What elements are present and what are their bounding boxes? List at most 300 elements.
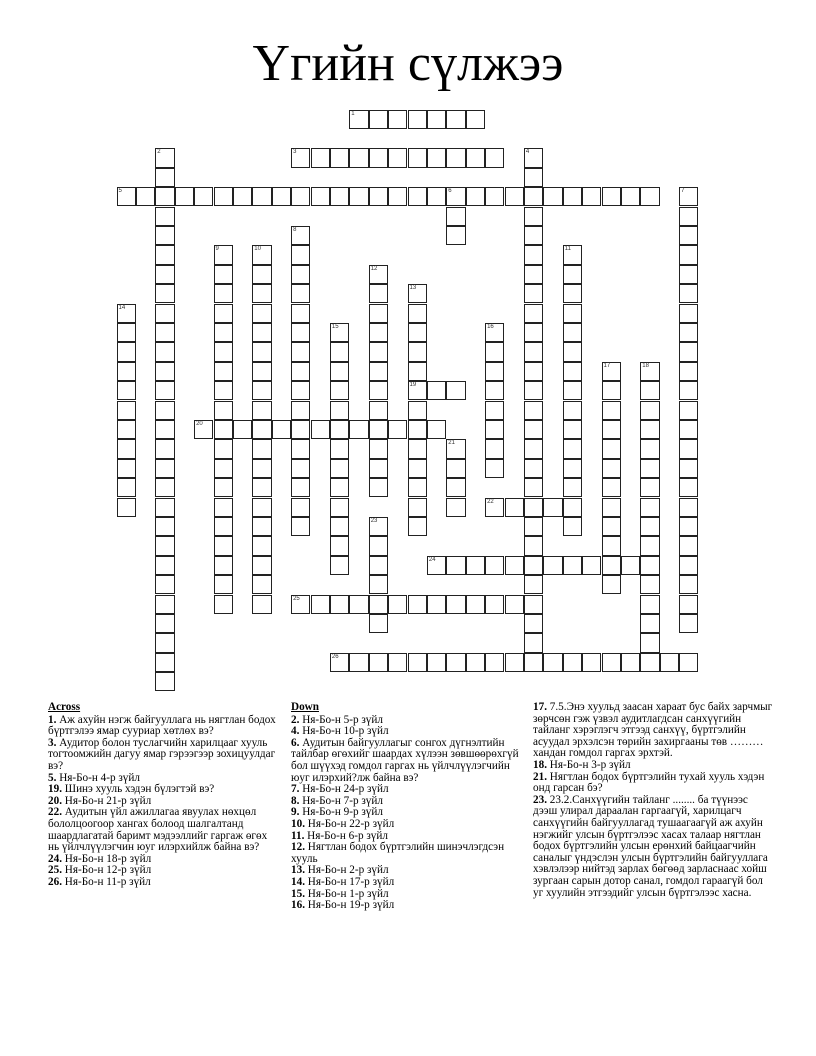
grid-cell[interactable] bbox=[640, 187, 659, 206]
grid-cell[interactable] bbox=[524, 265, 543, 284]
grid-cell[interactable] bbox=[524, 148, 543, 167]
grid-cell[interactable] bbox=[252, 187, 271, 206]
grid-cell[interactable] bbox=[524, 284, 543, 303]
grid-cell[interactable] bbox=[427, 595, 446, 614]
grid-cell[interactable] bbox=[466, 110, 485, 129]
grid-cell[interactable] bbox=[524, 556, 543, 575]
grid-cell[interactable] bbox=[330, 381, 349, 400]
grid-cell[interactable] bbox=[155, 401, 174, 420]
grid-cell[interactable] bbox=[252, 595, 271, 614]
grid-cell[interactable] bbox=[291, 498, 310, 517]
grid-cell[interactable] bbox=[252, 556, 271, 575]
grid-cell[interactable] bbox=[252, 342, 271, 361]
grid-cell[interactable] bbox=[563, 478, 582, 497]
grid-cell[interactable] bbox=[524, 187, 543, 206]
grid-cell[interactable] bbox=[311, 148, 330, 167]
grid-cell[interactable] bbox=[485, 323, 504, 342]
grid-cell[interactable] bbox=[408, 439, 427, 458]
grid-cell[interactable] bbox=[330, 653, 349, 672]
grid-cell[interactable] bbox=[446, 187, 465, 206]
grid-cell[interactable] bbox=[388, 148, 407, 167]
grid-cell[interactable] bbox=[291, 342, 310, 361]
grid-cell[interactable] bbox=[214, 556, 233, 575]
grid-cell[interactable] bbox=[252, 284, 271, 303]
grid-cell[interactable] bbox=[252, 420, 271, 439]
grid-cell[interactable] bbox=[252, 245, 271, 264]
grid-cell[interactable] bbox=[155, 207, 174, 226]
grid-cell[interactable] bbox=[155, 381, 174, 400]
grid-cell[interactable] bbox=[446, 595, 465, 614]
grid-cell[interactable] bbox=[602, 362, 621, 381]
grid-cell[interactable] bbox=[640, 614, 659, 633]
grid-cell[interactable] bbox=[388, 595, 407, 614]
grid-cell[interactable] bbox=[349, 420, 368, 439]
grid-cell[interactable] bbox=[640, 633, 659, 652]
grid-cell[interactable] bbox=[369, 536, 388, 555]
grid-cell[interactable] bbox=[155, 614, 174, 633]
grid-cell[interactable] bbox=[214, 536, 233, 555]
grid-cell[interactable] bbox=[214, 498, 233, 517]
grid-cell[interactable] bbox=[563, 556, 582, 575]
grid-cell[interactable] bbox=[291, 517, 310, 536]
grid-cell[interactable] bbox=[563, 265, 582, 284]
grid-cell[interactable] bbox=[330, 420, 349, 439]
grid-cell[interactable] bbox=[640, 575, 659, 594]
grid-cell[interactable] bbox=[446, 148, 465, 167]
grid-cell[interactable] bbox=[291, 304, 310, 323]
grid-cell[interactable] bbox=[446, 110, 465, 129]
grid-cell[interactable] bbox=[214, 323, 233, 342]
grid-cell[interactable] bbox=[524, 536, 543, 555]
grid-cell[interactable] bbox=[563, 517, 582, 536]
grid-cell[interactable] bbox=[369, 653, 388, 672]
grid-cell[interactable] bbox=[524, 498, 543, 517]
grid-cell[interactable] bbox=[272, 420, 291, 439]
grid-cell[interactable] bbox=[427, 420, 446, 439]
grid-cell[interactable] bbox=[524, 226, 543, 245]
grid-cell[interactable] bbox=[582, 556, 601, 575]
grid-cell[interactable] bbox=[388, 653, 407, 672]
grid-cell[interactable] bbox=[117, 478, 136, 497]
grid-cell[interactable] bbox=[369, 110, 388, 129]
grid-cell[interactable] bbox=[408, 459, 427, 478]
grid-cell[interactable] bbox=[679, 517, 698, 536]
grid-cell[interactable] bbox=[369, 420, 388, 439]
grid-cell[interactable] bbox=[291, 187, 310, 206]
grid-cell[interactable] bbox=[679, 420, 698, 439]
grid-cell[interactable] bbox=[330, 478, 349, 497]
grid-cell[interactable] bbox=[369, 323, 388, 342]
grid-cell[interactable] bbox=[408, 420, 427, 439]
grid-cell[interactable] bbox=[679, 401, 698, 420]
grid-cell[interactable] bbox=[524, 401, 543, 420]
grid-cell[interactable] bbox=[543, 556, 562, 575]
grid-cell[interactable] bbox=[679, 439, 698, 458]
grid-cell[interactable] bbox=[155, 284, 174, 303]
grid-cell[interactable] bbox=[291, 148, 310, 167]
grid-cell[interactable] bbox=[505, 556, 524, 575]
grid-cell[interactable] bbox=[214, 381, 233, 400]
grid-cell[interactable] bbox=[505, 187, 524, 206]
grid-cell[interactable] bbox=[330, 556, 349, 575]
grid-cell[interactable] bbox=[155, 633, 174, 652]
grid-cell[interactable] bbox=[602, 420, 621, 439]
grid-cell[interactable] bbox=[679, 556, 698, 575]
grid-cell[interactable] bbox=[679, 342, 698, 361]
grid-cell[interactable] bbox=[679, 226, 698, 245]
grid-cell[interactable] bbox=[252, 304, 271, 323]
grid-cell[interactable] bbox=[349, 110, 368, 129]
grid-cell[interactable] bbox=[485, 148, 504, 167]
grid-cell[interactable] bbox=[408, 304, 427, 323]
grid-cell[interactable] bbox=[602, 498, 621, 517]
grid-cell[interactable] bbox=[485, 362, 504, 381]
grid-cell[interactable] bbox=[640, 439, 659, 458]
grid-cell[interactable] bbox=[155, 478, 174, 497]
grid-cell[interactable] bbox=[155, 226, 174, 245]
grid-cell[interactable] bbox=[679, 459, 698, 478]
grid-cell[interactable] bbox=[524, 575, 543, 594]
grid-cell[interactable] bbox=[408, 148, 427, 167]
grid-cell[interactable] bbox=[155, 595, 174, 614]
grid-cell[interactable] bbox=[408, 517, 427, 536]
grid-cell[interactable] bbox=[194, 420, 213, 439]
grid-cell[interactable] bbox=[524, 517, 543, 536]
grid-cell[interactable] bbox=[252, 323, 271, 342]
grid-cell[interactable] bbox=[330, 459, 349, 478]
grid-cell[interactable] bbox=[330, 595, 349, 614]
grid-cell[interactable] bbox=[602, 653, 621, 672]
grid-cell[interactable] bbox=[330, 187, 349, 206]
grid-cell[interactable] bbox=[369, 265, 388, 284]
grid-cell[interactable] bbox=[485, 595, 504, 614]
grid-cell[interactable] bbox=[291, 459, 310, 478]
grid-cell[interactable] bbox=[524, 614, 543, 633]
grid-cell[interactable] bbox=[446, 556, 465, 575]
grid-cell[interactable] bbox=[408, 478, 427, 497]
grid-cell[interactable] bbox=[485, 439, 504, 458]
grid-cell[interactable] bbox=[640, 595, 659, 614]
grid-cell[interactable] bbox=[446, 498, 465, 517]
grid-cell[interactable] bbox=[214, 595, 233, 614]
grid-cell[interactable] bbox=[505, 653, 524, 672]
grid-cell[interactable] bbox=[252, 265, 271, 284]
grid-cell[interactable] bbox=[330, 498, 349, 517]
grid-cell[interactable] bbox=[117, 498, 136, 517]
grid-cell[interactable] bbox=[117, 187, 136, 206]
grid-cell[interactable] bbox=[679, 245, 698, 264]
grid-cell[interactable] bbox=[408, 323, 427, 342]
grid-cell[interactable] bbox=[524, 362, 543, 381]
grid-cell[interactable] bbox=[563, 187, 582, 206]
grid-cell[interactable] bbox=[427, 381, 446, 400]
grid-cell[interactable] bbox=[446, 381, 465, 400]
grid-cell[interactable] bbox=[155, 556, 174, 575]
grid-cell[interactable] bbox=[408, 498, 427, 517]
grid-cell[interactable] bbox=[563, 381, 582, 400]
grid-cell[interactable] bbox=[602, 478, 621, 497]
grid-cell[interactable] bbox=[117, 323, 136, 342]
grid-cell[interactable] bbox=[408, 362, 427, 381]
grid-cell[interactable] bbox=[369, 439, 388, 458]
grid-cell[interactable] bbox=[214, 245, 233, 264]
grid-cell[interactable] bbox=[563, 420, 582, 439]
grid-cell[interactable] bbox=[252, 498, 271, 517]
grid-cell[interactable] bbox=[679, 265, 698, 284]
grid-cell[interactable] bbox=[136, 187, 155, 206]
grid-cell[interactable] bbox=[563, 401, 582, 420]
grid-cell[interactable] bbox=[349, 187, 368, 206]
grid-cell[interactable] bbox=[291, 284, 310, 303]
grid-cell[interactable] bbox=[408, 595, 427, 614]
grid-cell[interactable] bbox=[602, 517, 621, 536]
grid-cell[interactable] bbox=[466, 595, 485, 614]
grid-cell[interactable] bbox=[291, 381, 310, 400]
grid-cell[interactable] bbox=[446, 226, 465, 245]
grid-cell[interactable] bbox=[582, 653, 601, 672]
grid-cell[interactable] bbox=[330, 517, 349, 536]
grid-cell[interactable] bbox=[330, 342, 349, 361]
grid-cell[interactable] bbox=[466, 148, 485, 167]
grid-cell[interactable] bbox=[175, 187, 194, 206]
grid-cell[interactable] bbox=[660, 653, 679, 672]
grid-cell[interactable] bbox=[640, 420, 659, 439]
grid-cell[interactable] bbox=[349, 653, 368, 672]
grid-cell[interactable] bbox=[524, 342, 543, 361]
grid-cell[interactable] bbox=[485, 420, 504, 439]
grid-cell[interactable] bbox=[602, 187, 621, 206]
grid-cell[interactable] bbox=[117, 342, 136, 361]
grid-cell[interactable] bbox=[349, 595, 368, 614]
grid-cell[interactable] bbox=[330, 148, 349, 167]
grid-cell[interactable] bbox=[582, 187, 601, 206]
grid-cell[interactable] bbox=[369, 575, 388, 594]
grid-cell[interactable] bbox=[252, 459, 271, 478]
grid-cell[interactable] bbox=[563, 653, 582, 672]
grid-cell[interactable] bbox=[563, 459, 582, 478]
grid-cell[interactable] bbox=[524, 459, 543, 478]
grid-cell[interactable] bbox=[330, 323, 349, 342]
grid-cell[interactable] bbox=[330, 536, 349, 555]
grid-cell[interactable] bbox=[214, 478, 233, 497]
grid-cell[interactable] bbox=[311, 187, 330, 206]
grid-cell[interactable] bbox=[563, 342, 582, 361]
grid-cell[interactable] bbox=[679, 362, 698, 381]
grid-cell[interactable] bbox=[427, 187, 446, 206]
grid-cell[interactable] bbox=[602, 556, 621, 575]
grid-cell[interactable] bbox=[369, 304, 388, 323]
grid-cell[interactable] bbox=[485, 653, 504, 672]
grid-cell[interactable] bbox=[214, 187, 233, 206]
grid-cell[interactable] bbox=[369, 478, 388, 497]
grid-cell[interactable] bbox=[524, 439, 543, 458]
grid-cell[interactable] bbox=[524, 207, 543, 226]
grid-cell[interactable] bbox=[679, 323, 698, 342]
grid-cell[interactable] bbox=[524, 304, 543, 323]
grid-cell[interactable] bbox=[252, 362, 271, 381]
grid-cell[interactable] bbox=[602, 439, 621, 458]
grid-cell[interactable] bbox=[524, 633, 543, 652]
grid-cell[interactable] bbox=[427, 110, 446, 129]
grid-cell[interactable] bbox=[427, 556, 446, 575]
grid-cell[interactable] bbox=[679, 595, 698, 614]
grid-cell[interactable] bbox=[155, 168, 174, 187]
grid-cell[interactable] bbox=[543, 187, 562, 206]
grid-cell[interactable] bbox=[214, 575, 233, 594]
grid-cell[interactable] bbox=[155, 265, 174, 284]
grid-cell[interactable] bbox=[155, 304, 174, 323]
grid-cell[interactable] bbox=[563, 245, 582, 264]
grid-cell[interactable] bbox=[117, 420, 136, 439]
grid-cell[interactable] bbox=[369, 459, 388, 478]
grid-cell[interactable] bbox=[369, 362, 388, 381]
grid-cell[interactable] bbox=[466, 187, 485, 206]
grid-cell[interactable] bbox=[117, 381, 136, 400]
grid-cell[interactable] bbox=[602, 536, 621, 555]
grid-cell[interactable] bbox=[155, 653, 174, 672]
grid-cell[interactable] bbox=[117, 459, 136, 478]
grid-cell[interactable] bbox=[524, 381, 543, 400]
grid-cell[interactable] bbox=[214, 265, 233, 284]
grid-cell[interactable] bbox=[679, 381, 698, 400]
grid-cell[interactable] bbox=[485, 401, 504, 420]
grid-cell[interactable] bbox=[214, 420, 233, 439]
grid-cell[interactable] bbox=[408, 187, 427, 206]
grid-cell[interactable] bbox=[155, 672, 174, 691]
grid-cell[interactable] bbox=[602, 381, 621, 400]
grid-cell[interactable] bbox=[117, 304, 136, 323]
grid-cell[interactable] bbox=[408, 284, 427, 303]
grid-cell[interactable] bbox=[485, 381, 504, 400]
grid-cell[interactable] bbox=[563, 323, 582, 342]
grid-cell[interactable] bbox=[505, 595, 524, 614]
grid-cell[interactable] bbox=[155, 245, 174, 264]
grid-cell[interactable] bbox=[563, 498, 582, 517]
grid-cell[interactable] bbox=[640, 653, 659, 672]
grid-cell[interactable] bbox=[446, 653, 465, 672]
grid-cell[interactable] bbox=[388, 187, 407, 206]
grid-cell[interactable] bbox=[330, 401, 349, 420]
grid-cell[interactable] bbox=[524, 420, 543, 439]
grid-cell[interactable] bbox=[408, 381, 427, 400]
grid-cell[interactable] bbox=[214, 284, 233, 303]
grid-cell[interactable] bbox=[679, 304, 698, 323]
grid-cell[interactable] bbox=[252, 478, 271, 497]
grid-cell[interactable] bbox=[485, 187, 504, 206]
grid-cell[interactable] bbox=[679, 478, 698, 497]
grid-cell[interactable] bbox=[369, 556, 388, 575]
grid-cell[interactable] bbox=[563, 304, 582, 323]
grid-cell[interactable] bbox=[408, 401, 427, 420]
grid-cell[interactable] bbox=[388, 420, 407, 439]
grid-cell[interactable] bbox=[214, 342, 233, 361]
grid-cell[interactable] bbox=[155, 517, 174, 536]
grid-cell[interactable] bbox=[155, 498, 174, 517]
grid-cell[interactable] bbox=[679, 536, 698, 555]
grid-cell[interactable] bbox=[640, 459, 659, 478]
grid-cell[interactable] bbox=[330, 362, 349, 381]
grid-cell[interactable] bbox=[252, 517, 271, 536]
grid-cell[interactable] bbox=[679, 653, 698, 672]
grid-cell[interactable] bbox=[602, 459, 621, 478]
grid-cell[interactable] bbox=[349, 148, 368, 167]
grid-cell[interactable] bbox=[155, 439, 174, 458]
grid-cell[interactable] bbox=[291, 362, 310, 381]
grid-cell[interactable] bbox=[291, 478, 310, 497]
grid-cell[interactable] bbox=[369, 284, 388, 303]
grid-cell[interactable] bbox=[485, 498, 504, 517]
grid-cell[interactable] bbox=[214, 304, 233, 323]
grid-cell[interactable] bbox=[524, 323, 543, 342]
grid-cell[interactable] bbox=[155, 575, 174, 594]
grid-cell[interactable] bbox=[640, 362, 659, 381]
grid-cell[interactable] bbox=[640, 498, 659, 517]
grid-cell[interactable] bbox=[214, 362, 233, 381]
grid-cell[interactable] bbox=[466, 653, 485, 672]
grid-cell[interactable] bbox=[233, 187, 252, 206]
grid-cell[interactable] bbox=[427, 653, 446, 672]
grid-cell[interactable] bbox=[679, 614, 698, 633]
grid-cell[interactable] bbox=[679, 207, 698, 226]
grid-cell[interactable] bbox=[621, 556, 640, 575]
grid-cell[interactable] bbox=[427, 148, 446, 167]
grid-cell[interactable] bbox=[291, 595, 310, 614]
grid-cell[interactable] bbox=[252, 575, 271, 594]
grid-cell[interactable] bbox=[155, 342, 174, 361]
grid-cell[interactable] bbox=[640, 517, 659, 536]
grid-cell[interactable] bbox=[155, 536, 174, 555]
grid-cell[interactable] bbox=[117, 439, 136, 458]
grid-cell[interactable] bbox=[194, 187, 213, 206]
grid-cell[interactable] bbox=[214, 459, 233, 478]
grid-cell[interactable] bbox=[117, 362, 136, 381]
grid-cell[interactable] bbox=[543, 498, 562, 517]
grid-cell[interactable] bbox=[291, 401, 310, 420]
grid-cell[interactable] bbox=[408, 653, 427, 672]
grid-cell[interactable] bbox=[155, 323, 174, 342]
grid-cell[interactable] bbox=[485, 556, 504, 575]
grid-cell[interactable] bbox=[155, 187, 174, 206]
grid-cell[interactable] bbox=[505, 498, 524, 517]
grid-cell[interactable] bbox=[388, 110, 407, 129]
grid-cell[interactable] bbox=[214, 439, 233, 458]
grid-cell[interactable] bbox=[369, 342, 388, 361]
grid-cell[interactable] bbox=[640, 536, 659, 555]
grid-cell[interactable] bbox=[330, 439, 349, 458]
grid-cell[interactable] bbox=[524, 478, 543, 497]
grid-cell[interactable] bbox=[311, 420, 330, 439]
grid-cell[interactable] bbox=[563, 284, 582, 303]
grid-cell[interactable] bbox=[369, 595, 388, 614]
grid-cell[interactable] bbox=[408, 110, 427, 129]
grid-cell[interactable] bbox=[679, 575, 698, 594]
grid-cell[interactable] bbox=[485, 459, 504, 478]
grid-cell[interactable] bbox=[621, 187, 640, 206]
grid-cell[interactable] bbox=[155, 420, 174, 439]
grid-cell[interactable] bbox=[369, 187, 388, 206]
grid-cell[interactable] bbox=[563, 362, 582, 381]
grid-cell[interactable] bbox=[485, 342, 504, 361]
grid-cell[interactable] bbox=[466, 556, 485, 575]
grid-cell[interactable] bbox=[640, 556, 659, 575]
grid-cell[interactable] bbox=[252, 536, 271, 555]
grid-cell[interactable] bbox=[524, 168, 543, 187]
grid-cell[interactable] bbox=[252, 381, 271, 400]
grid-cell[interactable] bbox=[252, 401, 271, 420]
grid-cell[interactable] bbox=[602, 575, 621, 594]
grid-cell[interactable] bbox=[563, 439, 582, 458]
grid-cell[interactable] bbox=[408, 342, 427, 361]
